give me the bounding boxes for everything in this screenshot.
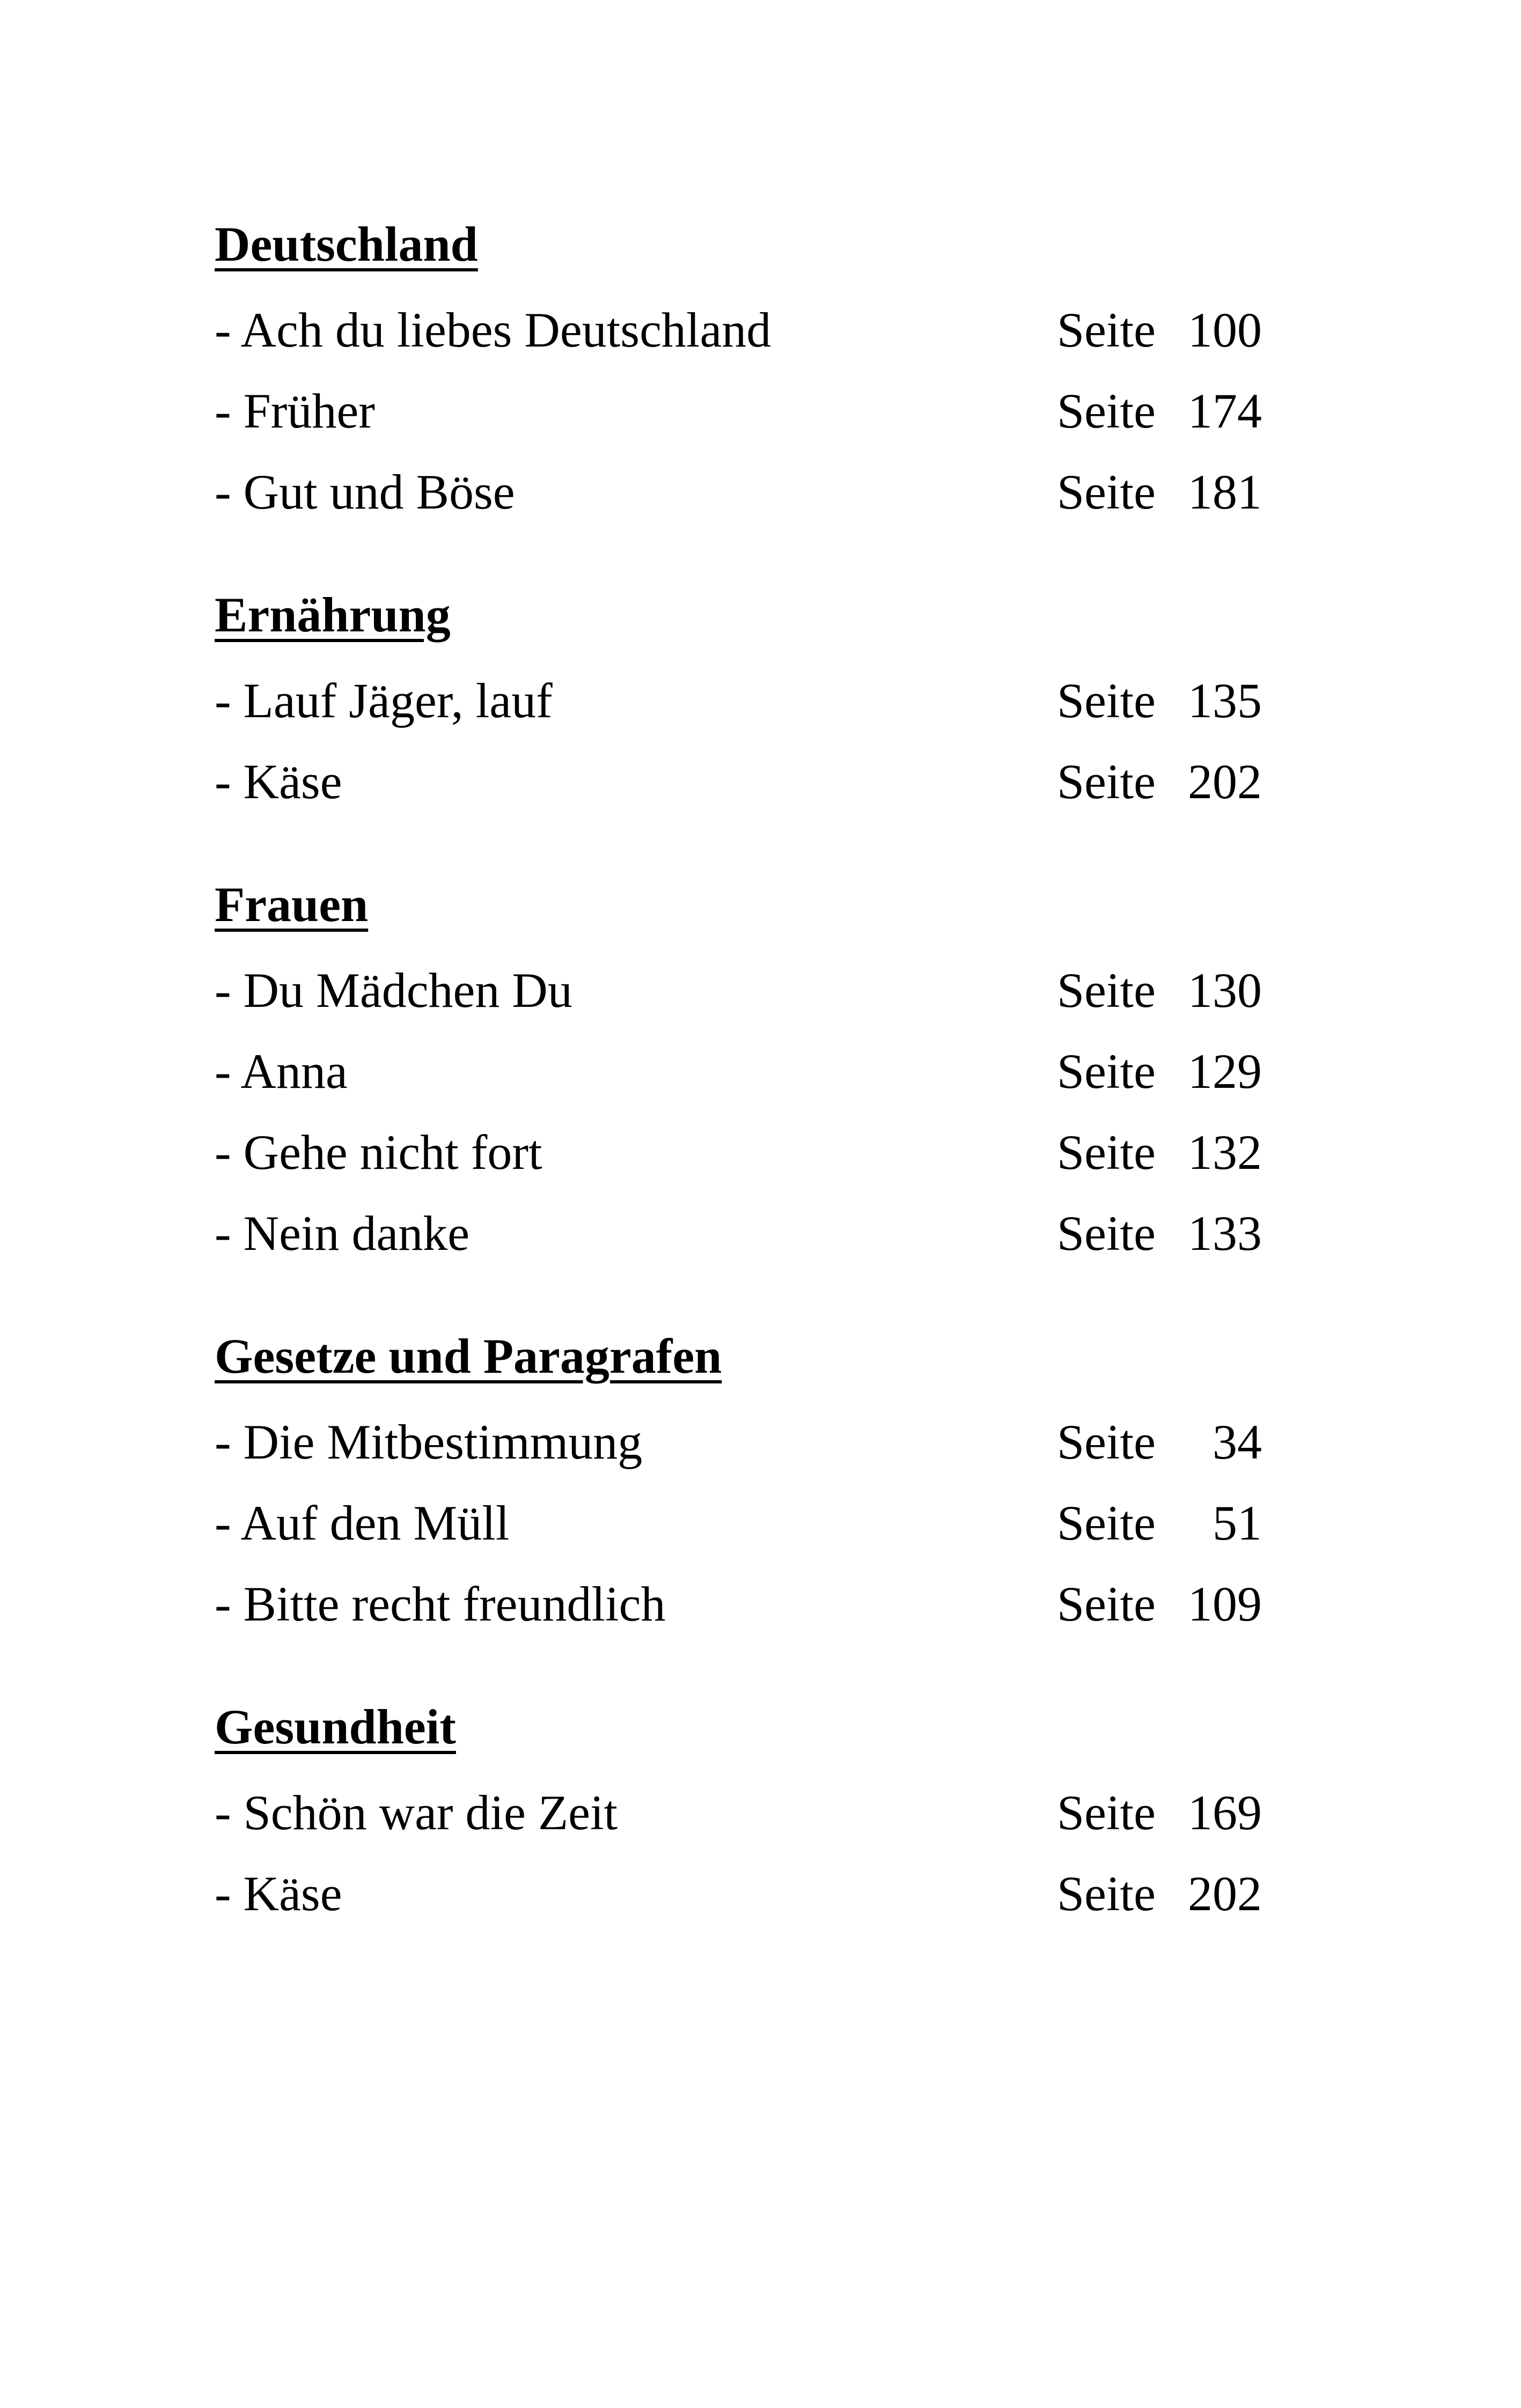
entry-title: - Die Mitbestimmung — [215, 1415, 643, 1469]
page-label: Seite — [1057, 1206, 1156, 1261]
list-item — [215, 671, 1262, 752]
page-number: 129 — [1187, 1044, 1262, 1099]
entry-list — [215, 961, 1262, 1285]
page-reference — [1057, 1412, 1262, 1471]
list-item — [215, 752, 1262, 833]
page-reference — [1057, 671, 1262, 730]
entry-list — [215, 671, 1262, 833]
entry-title: - Schön war die Zeit — [215, 1785, 618, 1840]
section-heading: Deutschland — [215, 217, 478, 271]
page-reference — [1057, 462, 1262, 521]
section-heading: Gesundheit — [215, 1699, 456, 1754]
page-label: Seite — [1057, 1866, 1156, 1921]
list-item — [215, 961, 1262, 1042]
list-item — [215, 1204, 1262, 1285]
entry-title: - Auf den Müll — [215, 1496, 510, 1550]
entry-title: - Gut und Böse — [215, 465, 515, 519]
page-number: 133 — [1187, 1206, 1262, 1261]
page-label: Seite — [1057, 1496, 1156, 1550]
page-number: 132 — [1187, 1125, 1262, 1180]
entry-title: - Anna — [215, 1044, 348, 1099]
page-label: Seite — [1057, 1415, 1156, 1469]
list-item — [215, 1042, 1262, 1123]
page-reference — [1057, 1042, 1262, 1101]
page-number: 135 — [1187, 673, 1262, 728]
page-number: 169 — [1187, 1785, 1262, 1840]
entry-list — [215, 300, 1262, 543]
list-item — [215, 1493, 1262, 1574]
entry-list — [215, 1412, 1262, 1655]
page-number: 202 — [1187, 1866, 1262, 1921]
page-label: Seite — [1057, 1785, 1156, 1840]
section-heading: Ernährung — [215, 587, 451, 642]
page-number: 130 — [1187, 963, 1262, 1018]
entry-title: - Früher — [215, 384, 375, 438]
section-heading: Gesetze und Paragrafen — [215, 1329, 722, 1383]
entry-title: - Du Mädchen Du — [215, 963, 572, 1018]
page-label: Seite — [1057, 384, 1156, 438]
page-reference — [1057, 1123, 1262, 1182]
list-item — [215, 462, 1262, 543]
page-label: Seite — [1057, 1125, 1156, 1180]
entry-title: - Lauf Jäger, lauf — [215, 673, 553, 728]
page-number: 109 — [1187, 1577, 1262, 1631]
entry-title: - Käse — [215, 1866, 342, 1921]
page-reference — [1057, 1493, 1262, 1552]
page-number: 181 — [1187, 465, 1262, 519]
entry-title: - Nein danke — [215, 1206, 470, 1261]
list-item — [215, 1864, 1262, 1945]
section-frauen — [215, 875, 1262, 1285]
list-item — [215, 1412, 1262, 1493]
page-label: Seite — [1057, 1044, 1156, 1099]
list-item — [215, 300, 1262, 381]
page-number: 34 — [1212, 1415, 1262, 1469]
index-content — [215, 215, 1262, 1987]
page-reference — [1057, 300, 1262, 359]
section-gesetze — [215, 1327, 1262, 1655]
page-number: 100 — [1187, 303, 1262, 357]
list-item — [215, 1574, 1262, 1655]
entry-title: - Gehe nicht fort — [215, 1125, 542, 1180]
page-label: Seite — [1057, 465, 1156, 519]
section-deutschland — [215, 215, 1262, 543]
section-heading: Frauen — [215, 877, 369, 932]
section-ernaehrung — [215, 585, 1262, 833]
page-label: Seite — [1057, 963, 1156, 1018]
page-label: Seite — [1057, 754, 1156, 809]
page-reference — [1057, 381, 1262, 440]
list-item — [215, 1123, 1262, 1204]
page-reference — [1057, 1864, 1262, 1923]
page-reference — [1057, 1783, 1262, 1842]
page-number: 174 — [1187, 384, 1262, 438]
page-number: 51 — [1212, 1496, 1262, 1550]
entry-title: - Ach du liebes Deutschland — [215, 303, 771, 357]
list-item — [215, 381, 1262, 462]
page-reference — [1057, 1574, 1262, 1633]
page-reference — [1057, 752, 1262, 811]
page-label: Seite — [1057, 303, 1156, 357]
page-number: 202 — [1187, 754, 1262, 809]
entry-list — [215, 1783, 1262, 1945]
page-reference — [1057, 961, 1262, 1020]
entry-title: - Bitte recht freundlich — [215, 1577, 666, 1631]
page-reference — [1057, 1204, 1262, 1263]
page-label: Seite — [1057, 1577, 1156, 1631]
section-gesundheit — [215, 1697, 1262, 1945]
page-label: Seite — [1057, 673, 1156, 728]
list-item — [215, 1783, 1262, 1864]
entry-title: - Käse — [215, 754, 342, 809]
